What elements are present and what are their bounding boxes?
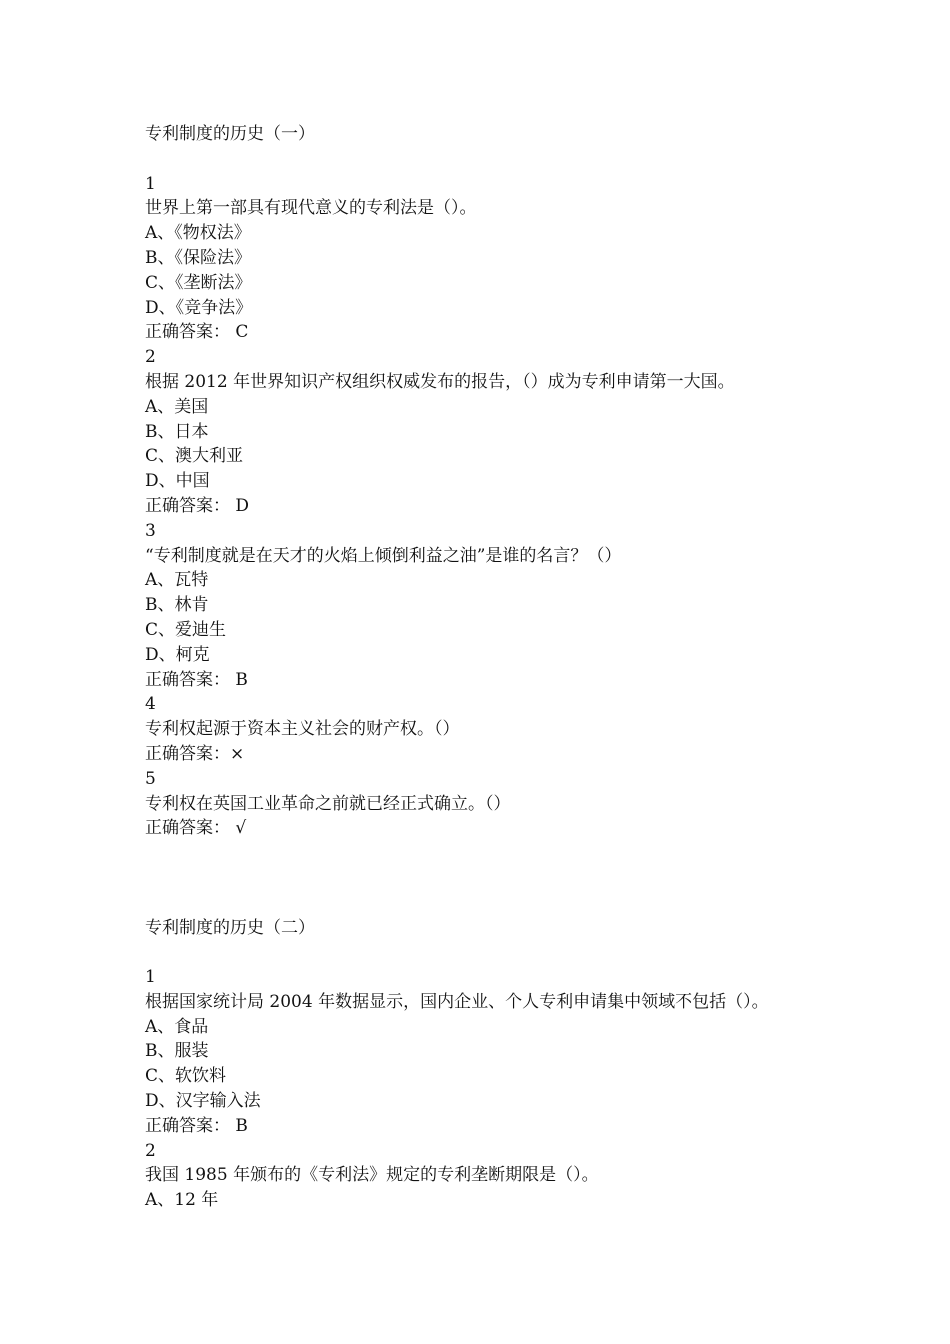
document-page (145, 122, 935, 1213)
question-number: 2 (145, 1140, 156, 1161)
question-2 (145, 1139, 935, 1213)
section-title: 专利制度的历史（二） (145, 917, 315, 938)
correct-answer: 正确答案： C (145, 322, 249, 343)
correct-answer: 正确答案： √ (145, 818, 247, 839)
option-c: C、《垄断法》 (145, 272, 252, 293)
question-text: 根据国家统计局 2004 年数据显示，国内企业、个人专利申请集中领域不包括（）。 (145, 991, 769, 1012)
question-text: 世界上第一部具有现代意义的专利法是（）。 (145, 198, 477, 219)
question-2 (145, 345, 935, 519)
question-5 (145, 767, 935, 841)
option-d: D、柯克 (145, 644, 210, 665)
section-spacer (145, 841, 935, 915)
option-d: D、汉字输入法 (145, 1091, 261, 1112)
option-c: C、软饮料 (145, 1066, 227, 1087)
question-text: 根据 2012 年世界知识产权组织权威发布的报告，（）成为专利申请第一大国。 (145, 371, 735, 392)
option-a: A、食品 (145, 1016, 209, 1037)
option-a: A、12 年 (145, 1190, 219, 1211)
option-b: B、《保险法》 (145, 247, 251, 268)
option-c: C、爱迪生 (145, 619, 227, 640)
correct-answer: 正确答案：× (145, 743, 245, 764)
question-4 (145, 692, 935, 766)
question-number: 1 (145, 173, 156, 194)
section-title: 专利制度的历史（一） (145, 124, 315, 144)
question-number: 4 (145, 694, 156, 715)
option-a: A、《物权法》 (145, 223, 251, 244)
question-text: 专利权在英国工业革命之前就已经正式确立。（） (145, 793, 511, 814)
question-text: 我国 1985 年颁布的《专利法》规定的专利垄断期限是（）。 (145, 1165, 599, 1186)
correct-answer: 正确答案： B (145, 1115, 248, 1136)
option-b: B、日本 (145, 421, 209, 442)
option-a: A、美国 (145, 396, 209, 417)
question-number: 5 (145, 768, 156, 789)
question-1 (145, 965, 935, 1139)
section-2 (145, 916, 935, 1214)
option-b: B、林肯 (145, 595, 209, 616)
question-3 (145, 519, 935, 693)
question-text: “专利制度就是在天才的火焰上倾倒利益之油”是谁的名言？（） (145, 545, 622, 566)
correct-answer: 正确答案： D (145, 495, 250, 516)
question-number: 1 (145, 967, 156, 988)
question-number: 3 (145, 520, 156, 541)
option-b: B、服装 (145, 1041, 209, 1062)
question-1 (145, 172, 935, 346)
option-d: D、《竞争法》 (145, 297, 253, 318)
correct-answer: 正确答案： B (145, 669, 248, 690)
option-d: D、中国 (145, 471, 210, 492)
option-a: A、瓦特 (145, 570, 209, 591)
question-number: 2 (145, 347, 156, 368)
section-1 (145, 122, 935, 841)
question-text: 专利权起源于资本主义社会的财产权。（） (145, 719, 460, 740)
option-c: C、澳大利亚 (145, 446, 244, 467)
